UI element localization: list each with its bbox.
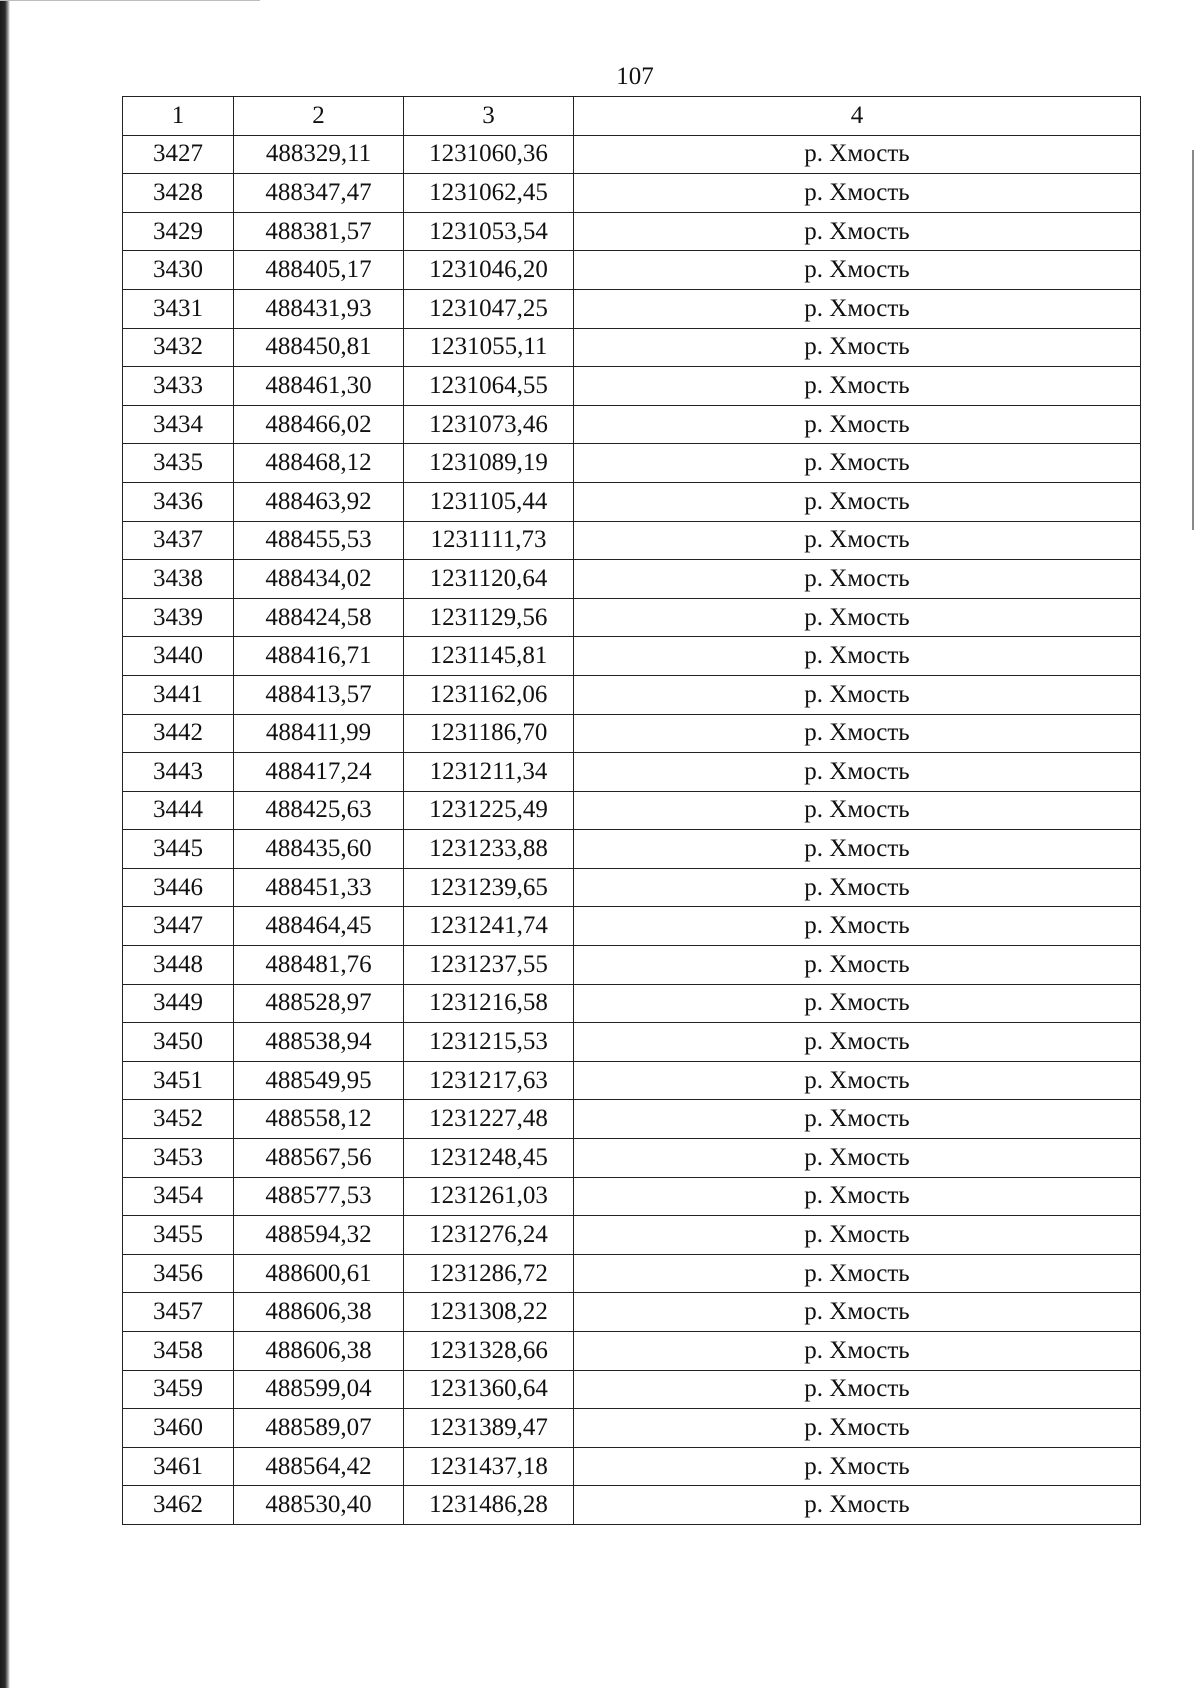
description-cell: р. Хмость [574, 830, 1141, 869]
header-cell-col3: 3 [404, 97, 574, 136]
description-cell: р. Хмость [574, 1139, 1141, 1178]
coord-x-cell: 488558,12 [234, 1100, 404, 1139]
coord-y-cell: 1231308,22 [404, 1293, 574, 1332]
description-cell: р. Хмость [574, 907, 1141, 946]
coord-y-cell: 1231217,63 [404, 1061, 574, 1100]
point-number-cell: 3448 [123, 946, 234, 985]
point-number-cell: 3456 [123, 1254, 234, 1293]
coord-y-cell: 1231215,53 [404, 1023, 574, 1062]
table-row [123, 1370, 1141, 1409]
point-number-cell: 3434 [123, 405, 234, 444]
point-number-cell: 3443 [123, 753, 234, 792]
table-row [123, 1332, 1141, 1371]
point-number-cell: 3462 [123, 1486, 234, 1525]
table-row [123, 598, 1141, 637]
description-cell: р. Хмость [574, 1447, 1141, 1486]
coord-x-cell: 488425,63 [234, 791, 404, 830]
point-number-cell: 3457 [123, 1293, 234, 1332]
table-row [123, 212, 1141, 251]
point-number-cell: 3431 [123, 289, 234, 328]
point-number-cell: 3460 [123, 1409, 234, 1448]
table-row [123, 1447, 1141, 1486]
description-cell: р. Хмость [574, 598, 1141, 637]
point-number-cell: 3439 [123, 598, 234, 637]
coord-y-cell: 1231241,74 [404, 907, 574, 946]
coord-x-cell: 488381,57 [234, 212, 404, 251]
description-cell: р. Хмость [574, 984, 1141, 1023]
coord-x-cell: 488405,17 [234, 251, 404, 290]
table-row [123, 1293, 1141, 1332]
coord-x-cell: 488434,02 [234, 560, 404, 599]
coord-y-cell: 1231089,19 [404, 444, 574, 483]
coord-y-cell: 1231105,44 [404, 482, 574, 521]
point-number-cell: 3433 [123, 367, 234, 406]
coord-x-cell: 488451,33 [234, 868, 404, 907]
table-row [123, 328, 1141, 367]
point-number-cell: 3449 [123, 984, 234, 1023]
point-number-cell: 3444 [123, 791, 234, 830]
coord-y-cell: 1231360,64 [404, 1370, 574, 1409]
coord-x-cell: 488606,38 [234, 1332, 404, 1371]
description-cell: р. Хмость [574, 212, 1141, 251]
description-cell: р. Хмость [574, 1061, 1141, 1100]
table-row [123, 135, 1141, 174]
coord-y-cell: 1231239,65 [404, 868, 574, 907]
table-row [123, 1177, 1141, 1216]
table-row [123, 1139, 1141, 1178]
coord-y-cell: 1231073,46 [404, 405, 574, 444]
point-number-cell: 3435 [123, 444, 234, 483]
page-number: 107 [616, 63, 654, 90]
description-cell: р. Хмость [574, 791, 1141, 830]
point-number-cell: 3461 [123, 1447, 234, 1486]
description-cell: р. Хмость [574, 1293, 1141, 1332]
coord-x-cell: 488564,42 [234, 1447, 404, 1486]
coord-x-cell: 488466,02 [234, 405, 404, 444]
table-row [123, 1216, 1141, 1255]
table-row [123, 251, 1141, 290]
table-row [123, 907, 1141, 946]
point-number-cell: 3440 [123, 637, 234, 676]
table-row [123, 984, 1141, 1023]
table-row [123, 1061, 1141, 1100]
coord-y-cell: 1231225,49 [404, 791, 574, 830]
point-number-cell: 3454 [123, 1177, 234, 1216]
table-row [123, 405, 1141, 444]
coord-x-cell: 488528,97 [234, 984, 404, 1023]
coord-y-cell: 1231328,66 [404, 1332, 574, 1371]
coord-x-cell: 488600,61 [234, 1254, 404, 1293]
table-row [123, 1100, 1141, 1139]
description-cell: р. Хмость [574, 1332, 1141, 1371]
point-number-cell: 3453 [123, 1139, 234, 1178]
point-number-cell: 3451 [123, 1061, 234, 1100]
description-cell: р. Хмость [574, 1486, 1141, 1525]
table-row [123, 289, 1141, 328]
coord-x-cell: 488567,56 [234, 1139, 404, 1178]
coord-x-cell: 488589,07 [234, 1409, 404, 1448]
coord-x-cell: 488455,53 [234, 521, 404, 560]
scan-edge-top [0, 0, 260, 5]
table-row [123, 637, 1141, 676]
coord-x-cell: 488435,60 [234, 830, 404, 869]
description-cell: р. Хмость [574, 251, 1141, 290]
scan-edge-right [1192, 150, 1194, 530]
coord-y-cell: 1231186,70 [404, 714, 574, 753]
coord-y-cell: 1231060,36 [404, 135, 574, 174]
coord-x-cell: 488481,76 [234, 946, 404, 985]
table-row [123, 444, 1141, 483]
coord-y-cell: 1231053,54 [404, 212, 574, 251]
coord-x-cell: 488431,93 [234, 289, 404, 328]
point-number-cell: 3438 [123, 560, 234, 599]
description-cell: р. Хмость [574, 868, 1141, 907]
coord-y-cell: 1231062,45 [404, 174, 574, 213]
coord-x-cell: 488530,40 [234, 1486, 404, 1525]
coordinates-table [122, 96, 1141, 1525]
table-row [123, 791, 1141, 830]
description-cell: р. Хмость [574, 1370, 1141, 1409]
description-cell: р. Хмость [574, 328, 1141, 367]
description-cell: р. Хмость [574, 714, 1141, 753]
table-row [123, 521, 1141, 560]
point-number-cell: 3455 [123, 1216, 234, 1255]
table-row [123, 560, 1141, 599]
description-cell: р. Хмость [574, 946, 1141, 985]
table-row [123, 830, 1141, 869]
coord-y-cell: 1231248,45 [404, 1139, 574, 1178]
table-row [123, 675, 1141, 714]
coord-x-cell: 488450,81 [234, 328, 404, 367]
point-number-cell: 3458 [123, 1332, 234, 1371]
coord-y-cell: 1231055,11 [404, 328, 574, 367]
point-number-cell: 3446 [123, 868, 234, 907]
table-row [123, 946, 1141, 985]
coord-y-cell: 1231261,03 [404, 1177, 574, 1216]
coord-y-cell: 1231389,47 [404, 1409, 574, 1448]
description-cell: р. Хмость [574, 1177, 1141, 1216]
coord-x-cell: 488599,04 [234, 1370, 404, 1409]
coord-y-cell: 1231237,55 [404, 946, 574, 985]
point-number-cell: 3436 [123, 482, 234, 521]
coord-x-cell: 488413,57 [234, 675, 404, 714]
coord-y-cell: 1231276,24 [404, 1216, 574, 1255]
description-cell: р. Хмость [574, 753, 1141, 792]
header-cell-col4: 4 [574, 97, 1141, 136]
point-number-cell: 3428 [123, 174, 234, 213]
coord-y-cell: 1231120,64 [404, 560, 574, 599]
description-cell: р. Хмость [574, 637, 1141, 676]
coord-x-cell: 488347,47 [234, 174, 404, 213]
table-row [123, 174, 1141, 213]
coord-y-cell: 1231227,48 [404, 1100, 574, 1139]
coord-y-cell: 1231145,81 [404, 637, 574, 676]
description-cell: р. Хмость [574, 521, 1141, 560]
coord-y-cell: 1231064,55 [404, 367, 574, 406]
table-row [123, 367, 1141, 406]
coord-x-cell: 488463,92 [234, 482, 404, 521]
description-cell: р. Хмость [574, 675, 1141, 714]
coord-x-cell: 488538,94 [234, 1023, 404, 1062]
point-number-cell: 3447 [123, 907, 234, 946]
coord-x-cell: 488461,30 [234, 367, 404, 406]
point-number-cell: 3430 [123, 251, 234, 290]
description-cell: р. Хмость [574, 1409, 1141, 1448]
scan-edge-left [0, 0, 10, 1688]
table-row [123, 1254, 1141, 1293]
point-number-cell: 3452 [123, 1100, 234, 1139]
point-number-cell: 3441 [123, 675, 234, 714]
coord-y-cell: 1231437,18 [404, 1447, 574, 1486]
table-row [123, 714, 1141, 753]
description-cell: р. Хмость [574, 1023, 1141, 1062]
header-cell-col2: 2 [234, 97, 404, 136]
description-cell: р. Хмость [574, 174, 1141, 213]
point-number-cell: 3450 [123, 1023, 234, 1062]
coord-y-cell: 1231486,28 [404, 1486, 574, 1525]
coord-y-cell: 1231211,34 [404, 753, 574, 792]
coord-y-cell: 1231129,56 [404, 598, 574, 637]
coord-x-cell: 488417,24 [234, 753, 404, 792]
coord-x-cell: 488411,99 [234, 714, 404, 753]
description-cell: р. Хмость [574, 289, 1141, 328]
coord-y-cell: 1231111,73 [404, 521, 574, 560]
coord-x-cell: 488329,11 [234, 135, 404, 174]
header-row [123, 97, 1141, 136]
table-body [123, 135, 1141, 1524]
point-number-cell: 3445 [123, 830, 234, 869]
point-number-cell: 3429 [123, 212, 234, 251]
coord-x-cell: 488468,12 [234, 444, 404, 483]
point-number-cell: 3437 [123, 521, 234, 560]
coord-x-cell: 488577,53 [234, 1177, 404, 1216]
coord-x-cell: 488416,71 [234, 637, 404, 676]
table-row [123, 1409, 1141, 1448]
table-row [123, 868, 1141, 907]
coord-x-cell: 488424,58 [234, 598, 404, 637]
description-cell: р. Хмость [574, 405, 1141, 444]
point-number-cell: 3459 [123, 1370, 234, 1409]
table-row [123, 1023, 1141, 1062]
coord-y-cell: 1231047,25 [404, 289, 574, 328]
coord-x-cell: 488464,45 [234, 907, 404, 946]
coord-y-cell: 1231286,72 [404, 1254, 574, 1293]
table-row [123, 753, 1141, 792]
coord-y-cell: 1231162,06 [404, 675, 574, 714]
description-cell: р. Хмость [574, 482, 1141, 521]
coord-x-cell: 488594,32 [234, 1216, 404, 1255]
point-number-cell: 3427 [123, 135, 234, 174]
coord-y-cell: 1231216,58 [404, 984, 574, 1023]
coord-x-cell: 488606,38 [234, 1293, 404, 1332]
description-cell: р. Хмость [574, 367, 1141, 406]
description-cell: р. Хмость [574, 560, 1141, 599]
description-cell: р. Хмость [574, 135, 1141, 174]
table-header [123, 97, 1141, 136]
coord-x-cell: 488549,95 [234, 1061, 404, 1100]
coord-y-cell: 1231046,20 [404, 251, 574, 290]
header-cell-col1: 1 [123, 97, 234, 136]
description-cell: р. Хмость [574, 444, 1141, 483]
table-row [123, 1486, 1141, 1525]
table-row [123, 482, 1141, 521]
description-cell: р. Хмость [574, 1216, 1141, 1255]
point-number-cell: 3432 [123, 328, 234, 367]
point-number-cell: 3442 [123, 714, 234, 753]
description-cell: р. Хмость [574, 1100, 1141, 1139]
coord-y-cell: 1231233,88 [404, 830, 574, 869]
description-cell: р. Хмость [574, 1254, 1141, 1293]
